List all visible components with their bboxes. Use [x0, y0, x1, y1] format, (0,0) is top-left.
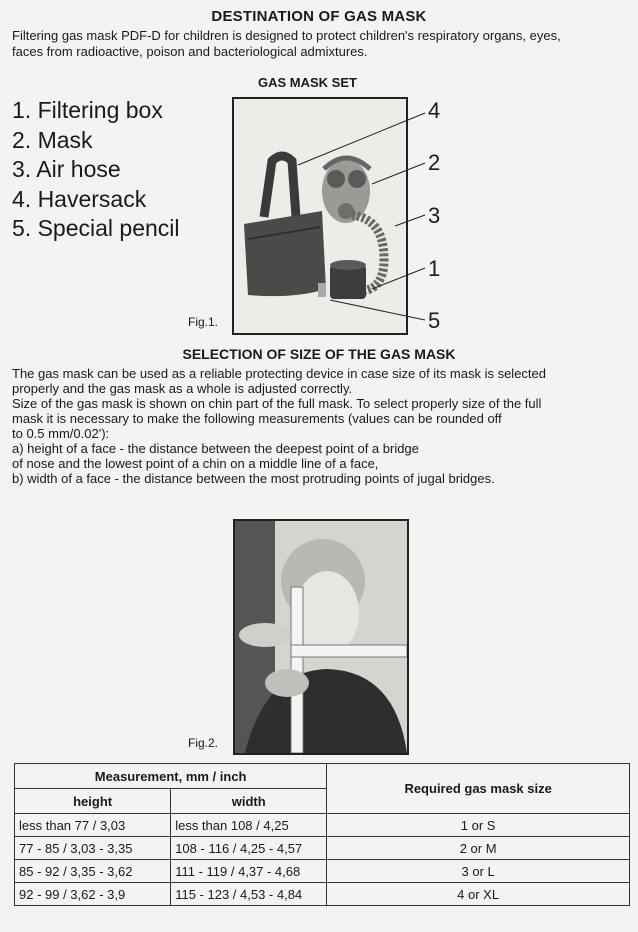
intro-line: Filtering gas mask PDF-D for children is designed to protect children's respiratory organs, eyes,: [12, 28, 561, 43]
instruction-line: Size of the gas mask is shown on chin part of the full mask. To select properly size of the full: [12, 396, 542, 411]
figure-2-label: Fig.2.: [188, 736, 219, 750]
instruction-line: properly and the gas mask as a whole is adjusted correctly.: [12, 381, 353, 396]
instruction-line: of nose and the lowest point of a chin on a middle line of a face,: [12, 456, 379, 471]
size-header: Required gas mask size: [327, 764, 630, 814]
instruction-line: b) width of a face - the distance between the most protruding points of jugal bridges.: [12, 471, 495, 486]
section-title: SELECTION OF SIZE OF THE GAS MASK: [182, 346, 456, 362]
height-header: height: [15, 789, 171, 814]
size-cell: 3 or L: [327, 860, 630, 883]
callout-number: 4: [428, 98, 441, 123]
face-measurement-illustration: [235, 521, 407, 753]
size-cell: 4 or XL: [327, 883, 630, 906]
callout-number: 3: [428, 203, 441, 228]
size-table: [14, 763, 630, 906]
instruction-line: mask it is necessary to make the following measurements (values can be rounded off: [12, 411, 502, 426]
callout-number: 2: [428, 150, 441, 175]
size-cell: 1 or S: [327, 814, 630, 837]
set-item: 2. Mask: [12, 126, 93, 153]
table-row: [15, 837, 630, 860]
instruction-line: The gas mask can be used as a reliable protecting device in case size of its mask is selected: [12, 366, 546, 381]
width-cell: 115 - 123 / 4,53 - 4,84: [171, 883, 327, 906]
instruction-line: a) height of a face - the distance between the deepest point of a bridge: [12, 441, 419, 456]
figure-1-label: Fig.1.: [188, 315, 219, 329]
callout-number: 5: [428, 308, 441, 333]
table-row: [15, 883, 630, 906]
size-cell: 2 or M: [327, 837, 630, 860]
set-item: 1. Filtering box: [12, 97, 163, 123]
width-cell: 108 - 116 / 4,25 - 4,57: [171, 837, 327, 860]
table-row: [15, 860, 630, 883]
measurement-header: Measurement, mm / inch: [15, 764, 327, 789]
intro-line: faces from radioactive, poison and bacteriological admixtures.: [12, 44, 368, 59]
figure-1-callout-lines: [0, 0, 638, 360]
set-title: GAS MASK SET: [258, 75, 357, 90]
table-row: [15, 814, 630, 837]
width-header: width: [171, 789, 327, 814]
height-cell: 92 - 99 / 3,62 - 3,9: [15, 883, 171, 906]
width-cell: 111 - 119 / 4,37 - 4,68: [171, 860, 327, 883]
page-title: DESTINATION OF GAS MASK: [211, 8, 427, 25]
width-cell: less than 108 / 4,25: [171, 814, 327, 837]
instructions-text: [12, 366, 630, 486]
figure-2-photo: [233, 519, 409, 755]
set-item: 4. Haversack: [12, 185, 147, 212]
set-item: 5. Special pencil: [12, 215, 180, 241]
callout-number: 1: [428, 256, 441, 281]
set-item: 3. Air hose: [12, 156, 121, 182]
height-cell: less than 77 / 3,03: [15, 814, 171, 837]
height-cell: 85 - 92 / 3,35 - 3,62: [15, 860, 171, 883]
table-header-row: [15, 764, 630, 789]
height-cell: 77 - 85 / 3,03 - 3,35: [15, 837, 171, 860]
instruction-line: to 0.5 mm/0.02'):: [12, 426, 110, 441]
